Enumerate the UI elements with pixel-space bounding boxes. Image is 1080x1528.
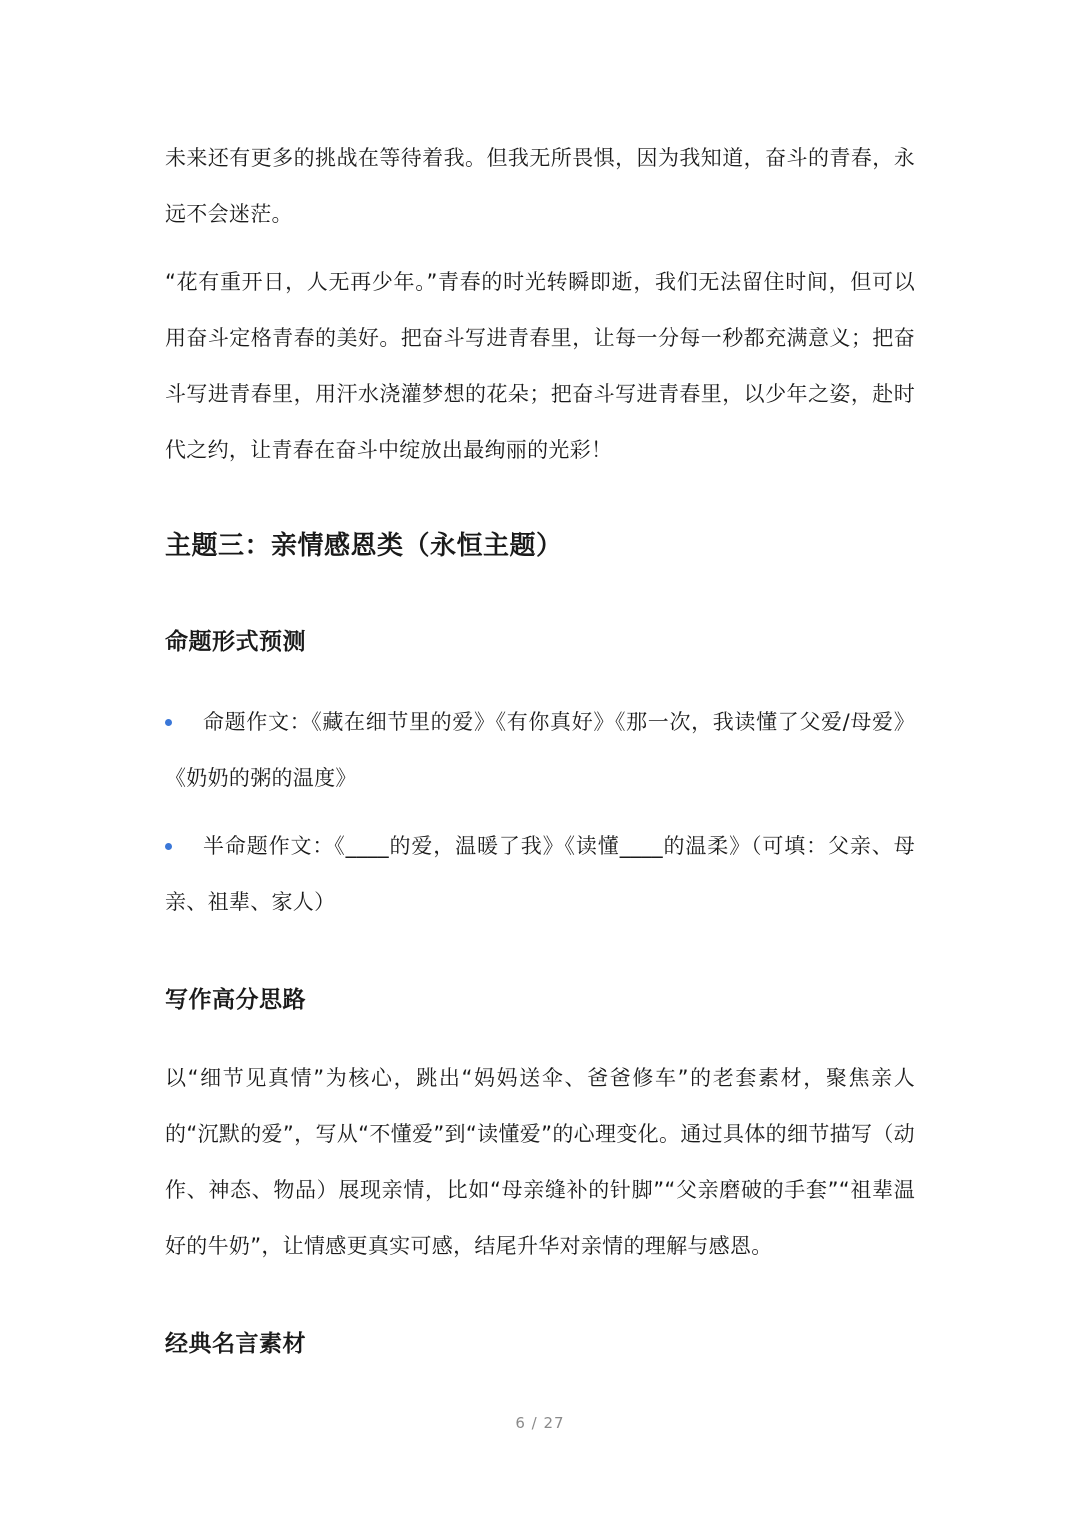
section-quotes-heading: 经典名言素材 [165,1331,306,1357]
section-ideas-heading: 写作高分思路 [165,987,306,1013]
bullet-dot-icon [165,843,172,850]
paragraph-top-1: 未来还有更多的挑战在等待着我。但我无所畏惧，因为我知道，奋斗的青春，永远不会迷茫。 [165,146,915,226]
bullet-dot-icon [165,719,172,726]
ideas-paragraph: 以“细节见真情”为核心，跳出“妈妈送伞、爸爸修车”的老套素材，聚焦亲人的“沉默的爱”，写从“不懂爱”到“读懂爱”的心理变化。通过具体的细节描写（动作、神态、物品）展现亲情，比如“母亲缝补的针脚”“父亲磨破的手套”“祖辈温好的牛奶”，让情感更真实可感，结尾升华对亲情的理解与感恩。 [165,1066,915,1258]
theme-heading: 主题三：亲情感恩类（永恒主题） [165,531,563,561]
bullet-text: 命题作文：《藏在细节里的爱》《有你真好》《那一次，我读懂了父爱/母爱》《奶奶的粥的温度》 [165,710,915,790]
list-item [165,818,915,930]
page-number: 6 / 27 [515,1414,565,1432]
forms-bullet-list [165,694,915,930]
page-content [165,130,915,1362]
list-item [165,694,915,806]
bullet-text: 半命题作文：《____的爱，温暖了我》《读懂____的温柔》（可填：父亲、母亲、祖辈、家人） [165,834,915,914]
section-forms-heading: 命题形式预测 [165,629,306,655]
paragraph-top-2: “花有重开日，人无再少年。”青春的时光转瞬即逝，我们无法留住时间，但可以用奋斗定格青春的美好。把奋斗写进青春里，让每一分每一秒都充满意义；把奋斗写进青春里，用汗水浇灌梦想的花朵；把奋斗写进青春里，以少年之姿，赴时代之约，让青春在奋斗中绽放出最绚丽的光彩！ [165,270,915,462]
